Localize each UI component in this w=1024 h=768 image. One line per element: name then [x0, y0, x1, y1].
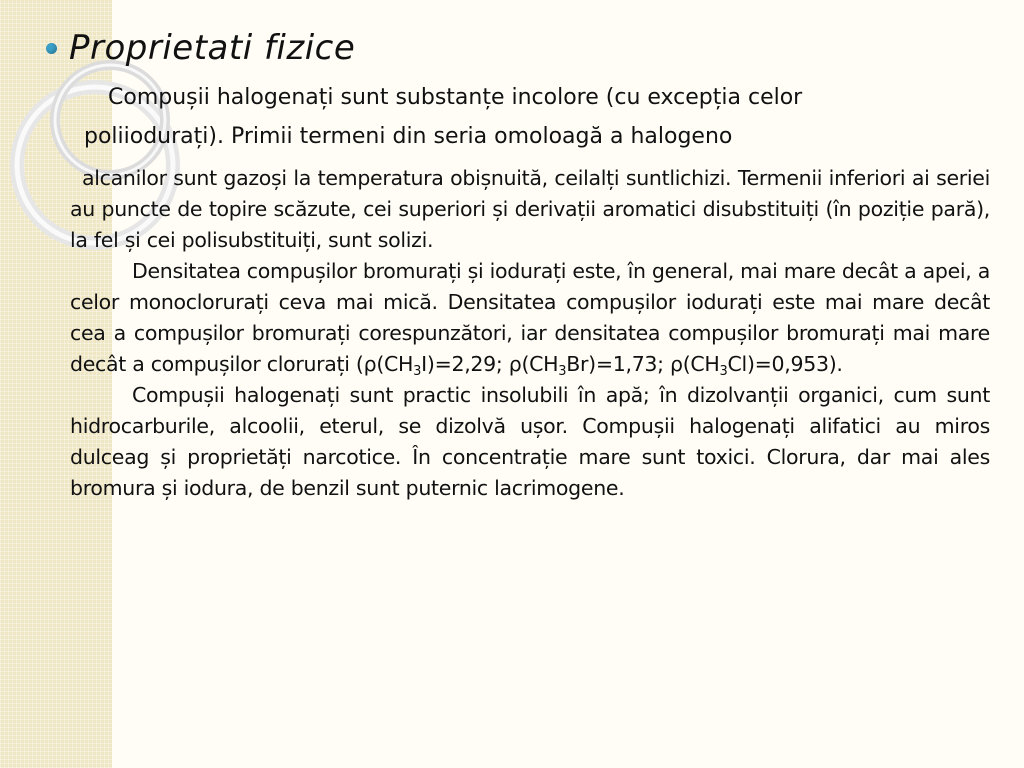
- intro-line-2: poliiodurați). Primii termeni din seria omoloagă a halogeno: [84, 124, 733, 149]
- formula-ch3cl-prefix: ρ(CH: [670, 352, 720, 376]
- paragraph-1: alcanilor sunt gazoși la temperatura obișnuită, ceilalți suntlichizi. Termenii inferiori ai seriei au puncte de topire scăzute, cei superiori și derivații aromatici disubstituiți (în poziție pară), la fel și cei polisubstituiți, sunt solizi.: [70, 166, 990, 252]
- formula-ch3i-prefix: ρ(CH: [363, 352, 414, 376]
- paragraph-2: [70, 256, 990, 380]
- slide-title-text: Proprietati fizice: [69, 28, 356, 68]
- formula-ch3cl-suffix: Cl)=0,953).: [727, 352, 843, 376]
- formula-ch3br-prefix: ρ(CH: [508, 352, 559, 376]
- formula-ch3i-suffix: I)=2,29;: [421, 352, 509, 376]
- formula-ch3br: [508, 352, 670, 379]
- bullet-icon: [46, 43, 57, 54]
- body-text: [70, 163, 990, 504]
- formula-ch3cl: [670, 352, 843, 379]
- formula-ch3i: [363, 352, 509, 379]
- formula-ch3i-subscript: 3: [413, 364, 422, 379]
- formula-ch3br-subscript: 3: [558, 364, 567, 379]
- slide-title: [46, 22, 1006, 74]
- intro-line-1: Compușii halogenați sunt substanțe incolore (cu excepția celor: [108, 85, 803, 110]
- paragraph-3: Compușii halogenați sunt practic insolubili în apă; în dizolvanții organici, cum sunt hidrocarburile, alcoolii, eterul, se dizolvă ușor. Compușii halogenați alifatici au miros dulceag și proprietăți narcotice. În concentrație mare sunt toxici. Clorura, dar mai ales bromura și iodura, de benzil sunt puternic lacrimogene.: [70, 383, 990, 500]
- formula-ch3cl-subscript: 3: [719, 364, 728, 379]
- paragraph-2-text: Densitatea compușilor bromurați și iodurați este, în general, mai mare decât a apei, a celor monoclorurați ceva mai mică. Densitatea compușilor iodurați este mai mare decât cea a compușilor bromurați corespunzători, iar densitatea compușilor bromurați mai mare decât a compușilor clorurați (: [70, 259, 990, 376]
- formula-ch3br-suffix: Br)=1,73;: [566, 352, 670, 376]
